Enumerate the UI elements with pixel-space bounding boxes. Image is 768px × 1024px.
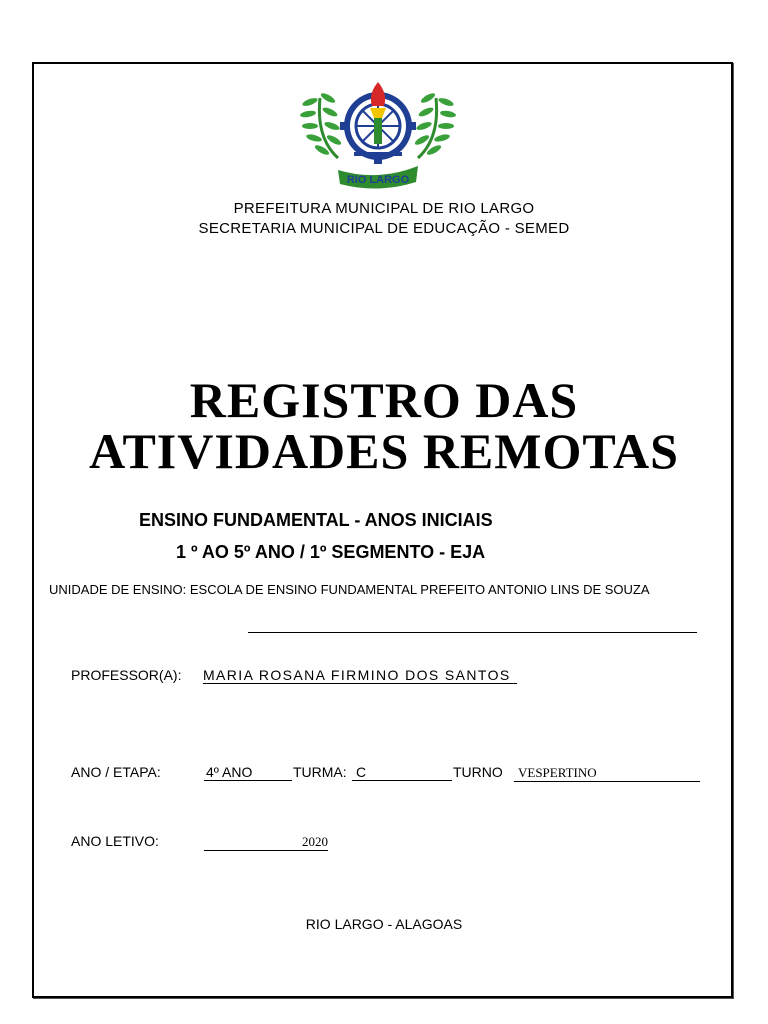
header-prefeitura: PREFEITURA MUNICIPAL DE RIO LARGO (233, 200, 535, 217)
header-secretaria: SECRETARIA MUNICIPAL DE EDUCAÇÃO - SEMED (198, 220, 570, 237)
professor-label: PROFESSOR(A): (71, 667, 182, 683)
logo-text: RIO LARGO (346, 174, 410, 186)
turno-value: VESPERTINO (514, 765, 700, 782)
ano-letivo-label: ANO LETIVO: (71, 833, 159, 849)
ano-etapa-value: 4º ANO (204, 764, 292, 781)
title-line-2: ATIVIDADES REMOTAS (89, 423, 679, 479)
footer-location: RIO LARGO - ALAGOAS (305, 916, 463, 932)
turma-label: TURMA: (293, 764, 347, 780)
title-line-1: REGISTRO DAS (189, 372, 579, 428)
turno-label: TURNO (453, 764, 503, 780)
turma-value: C (352, 764, 452, 781)
unidade-ensino: UNIDADE DE ENSINO: ESCOLA DE ENSINO FUNDAMENTAL PREFEITO ANTONIO LINS DE SOUZA (49, 582, 650, 597)
rio-largo-logo (298, 78, 458, 190)
professor-value: MARIA ROSANA FIRMINO DOS SANTOS (203, 667, 517, 684)
ano-letivo-value: 2020 (204, 834, 328, 851)
unidade-underline (248, 632, 697, 633)
subtitle-ensino: ENSINO FUNDAMENTAL - ANOS INICIAIS (139, 510, 493, 530)
ano-etapa-label: ANO / ETAPA: (71, 764, 161, 780)
subtitle-segmento: 1 º AO 5º ANO / 1º SEGMENTO - EJA (176, 542, 486, 562)
